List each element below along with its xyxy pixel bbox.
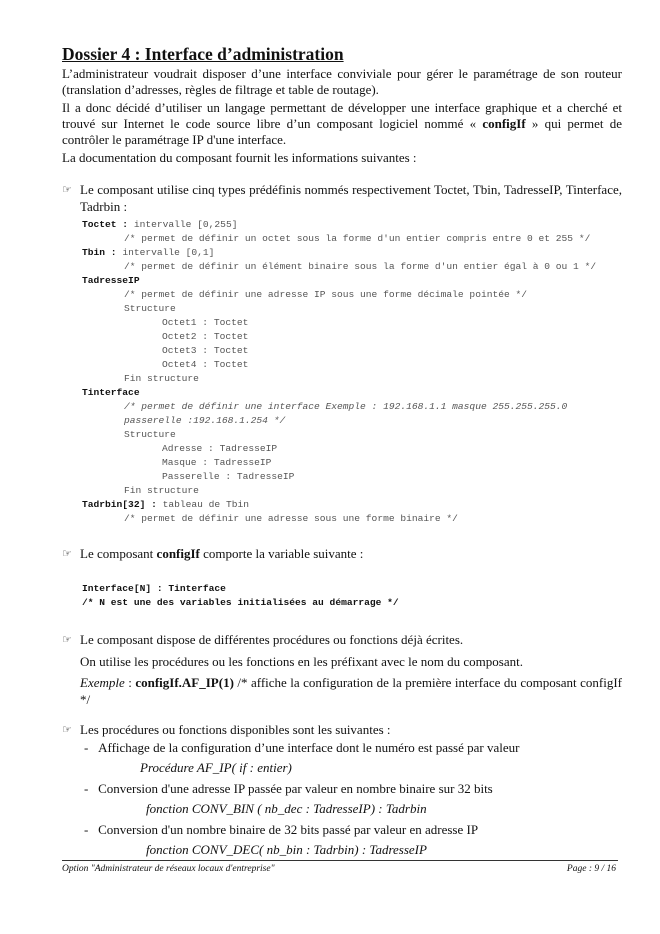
variable-code-block: Interface[N] : Tinterface /* N est une des variables initialisées au démarrage */ bbox=[82, 583, 399, 608]
intro-paragraph-2: Il a donc décidé d’utiliser un langage permettant de développer une interface graphique et a cherché et trouvé sur Internet le code source libre d’un composant logiciel nommé « configIf » qui permet de contrôler le paramétrage IP d'une interface. bbox=[62, 100, 622, 147]
pointing-hand-icon: ☞ bbox=[62, 723, 72, 736]
types-code-block: Toctet : intervalle [0,255] /* permet de définir un octet sous la forme d'un entier compris entre 0 et 255 */ Tbin : intervalle [0,1] /* permet de définir un élément binaire sous la forme d'un entier égal à 0 ou 1 */ TadresseIP /* permet de définir une adresse IP sous une forme décimale pointée */ Structure Octet1 : Toctet Octet2 : Toctet Octet3 : Toctet Octet4 : Toctet Fin structure Tinterface /* permet de définir une interface Exemple : 192.168.1.1 masque 255.255.255.0 passerelle :192.168.1.254 */ Structure Adresse : TadresseIP Masque : TadresseIP Passerelle : TadresseIP Fin structure Tadrbin[32] : tableau de Tbin /* permet de définir une adresse sous une forme binaire */ bbox=[82, 219, 597, 524]
function-signature: Procédure AF_IP( if : entier) bbox=[140, 760, 292, 775]
page-title: Dossier 4 : Interface d’administration bbox=[62, 44, 344, 64]
bullet-types: ☞ Le composant utilise cinq types prédéfinis nommés respectivement Toctet, Tbin, TadresseIP, Tinterface, Tadrbin : bbox=[62, 182, 622, 214]
pointing-hand-icon: ☞ bbox=[62, 633, 72, 646]
intro-paragraph-1: L’administrateur voudrait disposer d’une interface conviviale pour gérer le paramétrage de son routeur (translation d’adresses, règles de filtrage et table de routage). bbox=[62, 66, 622, 97]
component-name: configIf bbox=[482, 116, 526, 131]
footer-page-number: Page : 9 / 16 bbox=[566, 864, 616, 874]
functions-list bbox=[84, 740, 624, 858]
footer-left: Option "Administrateur de réseaux locaux d'entreprise" bbox=[62, 864, 275, 874]
list-item: - Conversion d'un nombre binaire de 32 bits passé par valeur en adresse IP bbox=[84, 822, 479, 837]
bullet-variable: ☞ Le composant configIf comporte la variable suivante : bbox=[62, 546, 364, 561]
list-item: - Conversion d'une adresse IP passée par valeur en nombre binaire sur 32 bits bbox=[84, 781, 493, 796]
list-item: - Affichage de la configuration d’une interface dont le numéro est passé par valeur bbox=[84, 740, 520, 755]
footer-divider bbox=[62, 860, 618, 861]
intro-paragraph-3: La documentation du composant fournit les informations suivantes : bbox=[62, 150, 417, 165]
pointing-hand-icon: ☞ bbox=[62, 547, 72, 560]
pointing-hand-icon: ☞ bbox=[62, 183, 72, 196]
bullet-functions: ☞ Les procédures ou fonctions disponibles sont les suivantes : bbox=[62, 722, 391, 737]
bullet-procedures-intro: ☞ Le composant dispose de différentes procédures ou fonctions déjà écrites. On utilise les procédures ou les fonctions en les préfixant avec le nom du composant. Exemple : configIf.AF_IP(1) /* affiche la configuration de la première interface du composant configIf */ bbox=[62, 632, 622, 707]
function-signature: fonction CONV_BIN ( nb_dec : TadresseIP) : Tadrbin bbox=[146, 801, 427, 816]
function-signature: fonction CONV_DEC( nb_bin : Tadrbin) : TadresseIP bbox=[146, 842, 427, 857]
